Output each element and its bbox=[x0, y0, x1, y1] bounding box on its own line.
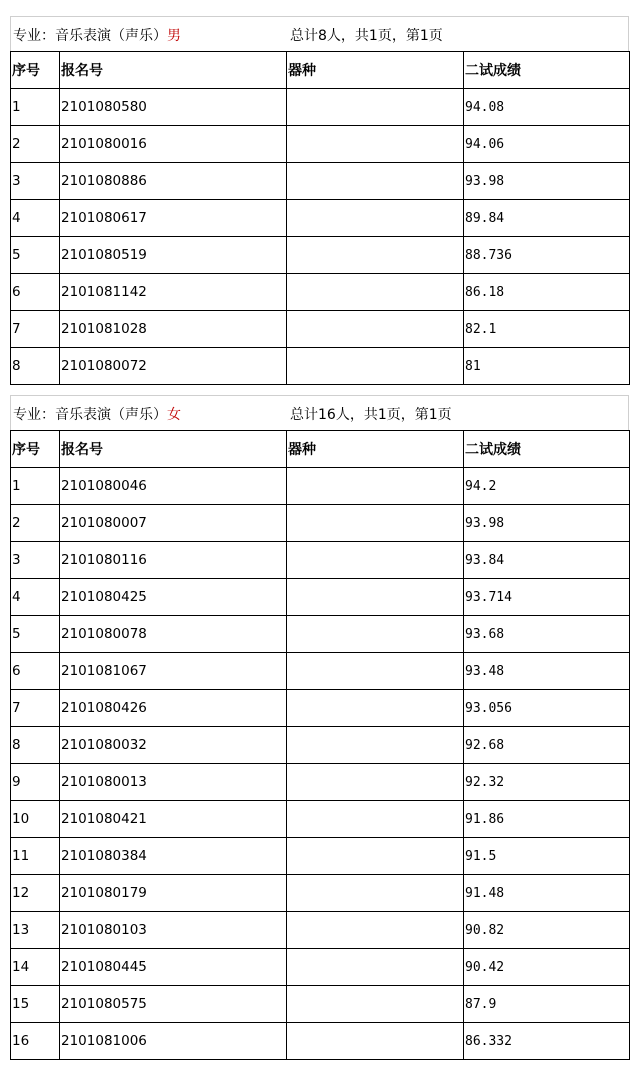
header-index: 序号 bbox=[11, 431, 60, 468]
table-header-row bbox=[11, 431, 630, 468]
cell-instrument bbox=[287, 801, 464, 838]
cell-score: 89.84 bbox=[464, 200, 630, 237]
table-row bbox=[11, 274, 630, 311]
cell-score: 90.82 bbox=[464, 912, 630, 949]
cell-score: 94.06 bbox=[464, 126, 630, 163]
cell-index: 10 bbox=[11, 801, 60, 838]
cell-index: 3 bbox=[11, 542, 60, 579]
cell-score: 93.84 bbox=[464, 542, 630, 579]
cell-score: 87.9 bbox=[464, 986, 630, 1023]
header-instrument: 器种 bbox=[287, 52, 464, 89]
cell-index: 13 bbox=[11, 912, 60, 949]
table-header-row bbox=[11, 52, 630, 89]
section-female bbox=[10, 395, 629, 1060]
table-row bbox=[11, 163, 630, 200]
cell-score: 93.056 bbox=[464, 690, 630, 727]
cell-reg-no: 2101080013 bbox=[60, 764, 287, 801]
cell-reg-no: 2101080580 bbox=[60, 89, 287, 126]
major-label: 专业：音乐表演（声乐）男 bbox=[13, 28, 181, 44]
cell-score: 92.32 bbox=[464, 764, 630, 801]
table-row bbox=[11, 727, 630, 764]
cell-index: 16 bbox=[11, 1023, 60, 1060]
cell-index: 6 bbox=[11, 274, 60, 311]
header-reg-no: 报名号 bbox=[60, 431, 287, 468]
cell-reg-no: 2101080072 bbox=[60, 348, 287, 385]
cell-instrument bbox=[287, 348, 464, 385]
cell-reg-no: 2101080575 bbox=[60, 986, 287, 1023]
cell-index: 3 bbox=[11, 163, 60, 200]
table-row bbox=[11, 311, 630, 348]
cell-instrument bbox=[287, 986, 464, 1023]
cell-score: 91.86 bbox=[464, 801, 630, 838]
cell-score: 90.42 bbox=[464, 949, 630, 986]
table-row bbox=[11, 200, 630, 237]
cell-reg-no: 2101080886 bbox=[60, 163, 287, 200]
cell-instrument bbox=[287, 579, 464, 616]
cell-instrument bbox=[287, 468, 464, 505]
cell-instrument bbox=[287, 616, 464, 653]
header-instrument: 器种 bbox=[287, 431, 464, 468]
gender-label: 男 bbox=[167, 28, 181, 44]
cell-instrument bbox=[287, 126, 464, 163]
cell-index: 5 bbox=[11, 616, 60, 653]
table-row bbox=[11, 126, 630, 163]
cell-reg-no: 2101080016 bbox=[60, 126, 287, 163]
cell-instrument bbox=[287, 875, 464, 912]
table-row bbox=[11, 764, 630, 801]
cell-index: 4 bbox=[11, 200, 60, 237]
score-table bbox=[10, 51, 630, 385]
table-row bbox=[11, 653, 630, 690]
section-header bbox=[10, 395, 629, 430]
cell-index: 7 bbox=[11, 690, 60, 727]
cell-index: 1 bbox=[11, 468, 60, 505]
table-row bbox=[11, 838, 630, 875]
cell-index: 12 bbox=[11, 875, 60, 912]
table-row bbox=[11, 348, 630, 385]
header-score: 二试成绩 bbox=[464, 52, 630, 89]
header-index: 序号 bbox=[11, 52, 60, 89]
table-row bbox=[11, 89, 630, 126]
cell-score: 86.332 bbox=[464, 1023, 630, 1060]
cell-index: 6 bbox=[11, 653, 60, 690]
cell-reg-no: 2101080046 bbox=[60, 468, 287, 505]
cell-instrument bbox=[287, 311, 464, 348]
table-row bbox=[11, 616, 630, 653]
cell-score: 93.48 bbox=[464, 653, 630, 690]
table-row bbox=[11, 875, 630, 912]
table-row bbox=[11, 542, 630, 579]
cell-reg-no: 2101080617 bbox=[60, 200, 287, 237]
major-label: 专业：音乐表演（声乐）女 bbox=[13, 407, 181, 423]
table-row bbox=[11, 912, 630, 949]
table-row bbox=[11, 505, 630, 542]
cell-index: 8 bbox=[11, 348, 60, 385]
cell-instrument bbox=[287, 838, 464, 875]
cell-index: 5 bbox=[11, 237, 60, 274]
table-row bbox=[11, 949, 630, 986]
table-row bbox=[11, 690, 630, 727]
cell-index: 2 bbox=[11, 126, 60, 163]
table-row bbox=[11, 1023, 630, 1060]
cell-instrument bbox=[287, 1023, 464, 1060]
cell-instrument bbox=[287, 89, 464, 126]
cell-score: 93.68 bbox=[464, 616, 630, 653]
cell-reg-no: 2101080519 bbox=[60, 237, 287, 274]
cell-reg-no: 2101081028 bbox=[60, 311, 287, 348]
gender-label: 女 bbox=[167, 407, 181, 423]
cell-index: 1 bbox=[11, 89, 60, 126]
cell-instrument bbox=[287, 200, 464, 237]
cell-reg-no: 2101081067 bbox=[60, 653, 287, 690]
cell-reg-no: 2101080445 bbox=[60, 949, 287, 986]
cell-instrument bbox=[287, 912, 464, 949]
cell-score: 92.68 bbox=[464, 727, 630, 764]
header-reg-no: 报名号 bbox=[60, 52, 287, 89]
table-row bbox=[11, 468, 630, 505]
cell-score: 93.98 bbox=[464, 505, 630, 542]
cell-reg-no: 2101080032 bbox=[60, 727, 287, 764]
cell-score: 91.48 bbox=[464, 875, 630, 912]
cell-instrument bbox=[287, 237, 464, 274]
cell-score: 86.18 bbox=[464, 274, 630, 311]
total-summary: 总计8人，共1页，第1页 bbox=[290, 28, 443, 44]
table-row bbox=[11, 801, 630, 838]
cell-reg-no: 2101080116 bbox=[60, 542, 287, 579]
cell-score: 91.5 bbox=[464, 838, 630, 875]
cell-index: 2 bbox=[11, 505, 60, 542]
cell-score: 93.98 bbox=[464, 163, 630, 200]
table-row bbox=[11, 579, 630, 616]
cell-index: 4 bbox=[11, 579, 60, 616]
cell-index: 14 bbox=[11, 949, 60, 986]
cell-instrument bbox=[287, 949, 464, 986]
cell-index: 7 bbox=[11, 311, 60, 348]
cell-reg-no: 2101080078 bbox=[60, 616, 287, 653]
cell-index: 8 bbox=[11, 727, 60, 764]
cell-index: 11 bbox=[11, 838, 60, 875]
cell-score: 94.08 bbox=[464, 89, 630, 126]
cell-instrument bbox=[287, 764, 464, 801]
header-score: 二试成绩 bbox=[464, 431, 630, 468]
cell-reg-no: 2101080426 bbox=[60, 690, 287, 727]
cell-reg-no: 2101080421 bbox=[60, 801, 287, 838]
cell-reg-no: 2101080007 bbox=[60, 505, 287, 542]
table-row bbox=[11, 986, 630, 1023]
section-male bbox=[10, 16, 629, 385]
cell-reg-no: 2101081142 bbox=[60, 274, 287, 311]
cell-instrument bbox=[287, 163, 464, 200]
cell-index: 15 bbox=[11, 986, 60, 1023]
section-header bbox=[10, 16, 629, 51]
cell-score: 94.2 bbox=[464, 468, 630, 505]
cell-reg-no: 2101080425 bbox=[60, 579, 287, 616]
cell-reg-no: 2101080103 bbox=[60, 912, 287, 949]
cell-reg-no: 2101080179 bbox=[60, 875, 287, 912]
cell-instrument bbox=[287, 505, 464, 542]
cell-score: 82.1 bbox=[464, 311, 630, 348]
cell-score: 88.736 bbox=[464, 237, 630, 274]
cell-index: 9 bbox=[11, 764, 60, 801]
cell-instrument bbox=[287, 542, 464, 579]
cell-reg-no: 2101080384 bbox=[60, 838, 287, 875]
cell-instrument bbox=[287, 274, 464, 311]
total-summary: 总计16人，共1页，第1页 bbox=[290, 407, 452, 423]
cell-score: 93.714 bbox=[464, 579, 630, 616]
cell-score: 81 bbox=[464, 348, 630, 385]
cell-instrument bbox=[287, 653, 464, 690]
cell-instrument bbox=[287, 690, 464, 727]
cell-instrument bbox=[287, 727, 464, 764]
table-row bbox=[11, 237, 630, 274]
cell-reg-no: 2101081006 bbox=[60, 1023, 287, 1060]
score-table bbox=[10, 430, 630, 1060]
